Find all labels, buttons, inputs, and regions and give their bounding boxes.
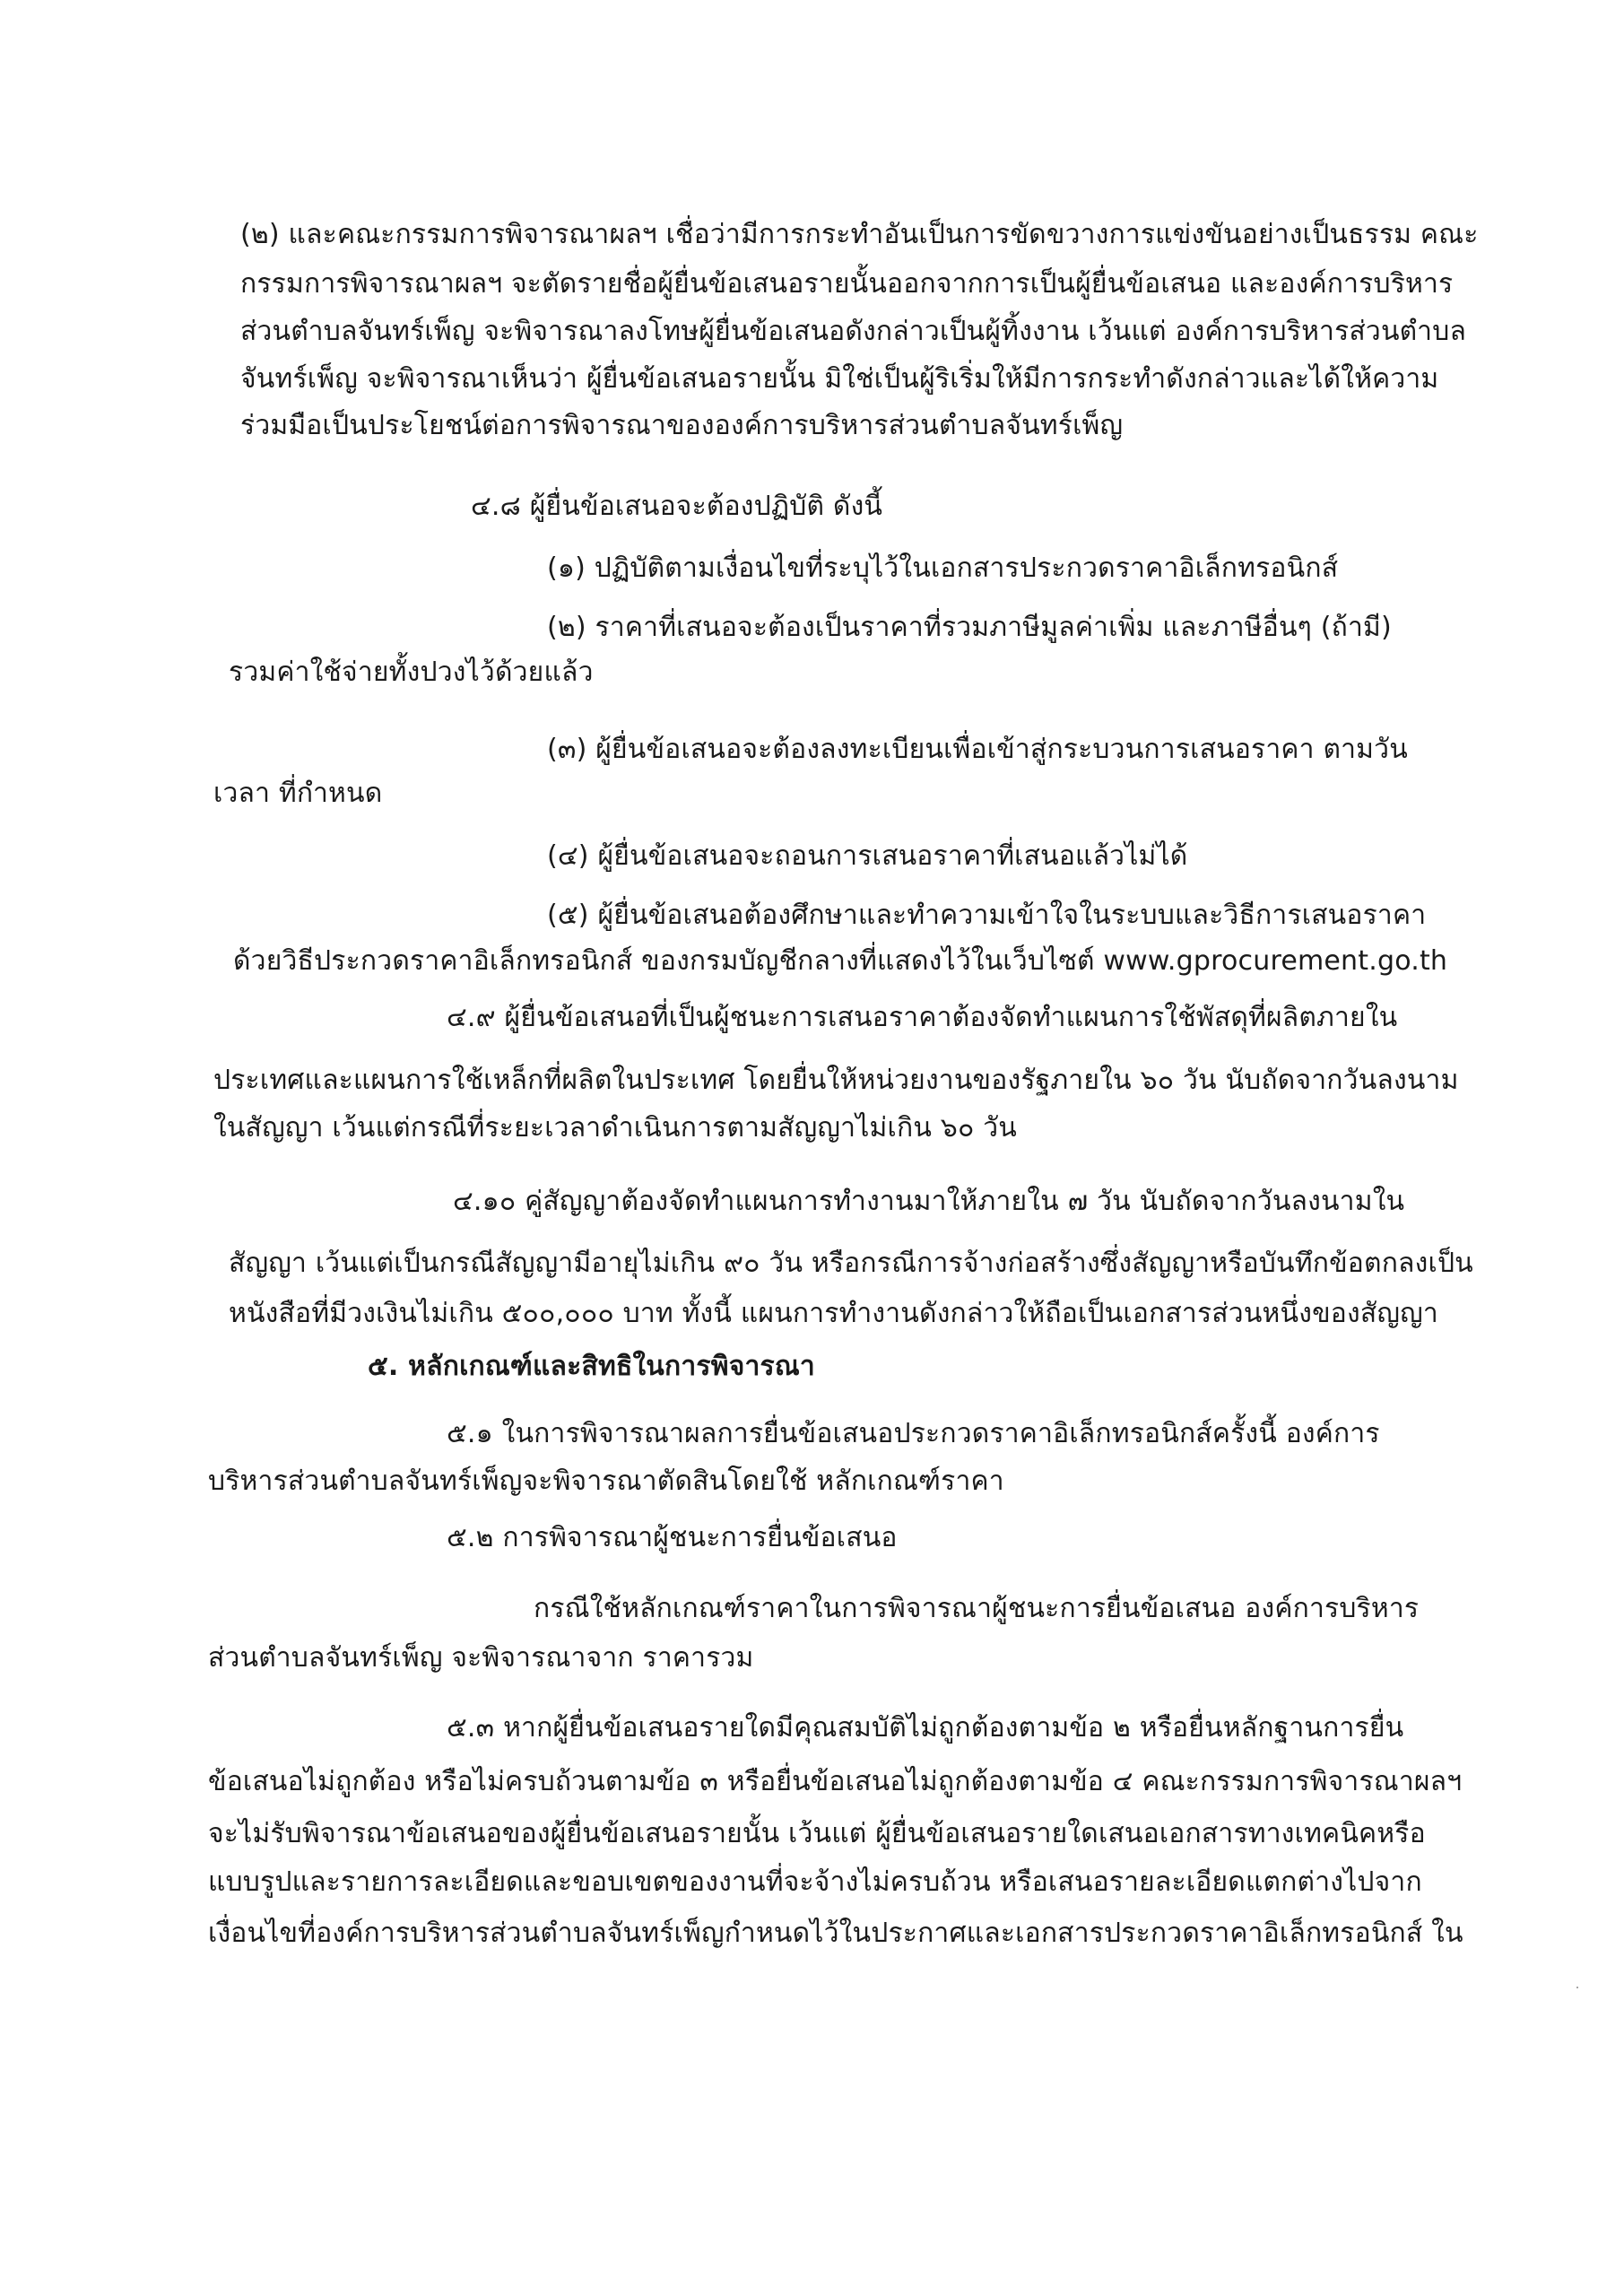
text-line: กรรมการพิจารณาผลฯ จะตัดรายชื่อผู้ยื่นข้อเสนอรายนั้นออกจากการเป็นผู้ยื่นข้อเสนอ และองค์การบริหาร: [240, 268, 1454, 300]
text-line: ข้อเสนอไม่ถูกต้อง หรือไม่ครบถ้วนตามข้อ ๓ หรือยื่นข้อเสนอไม่ถูกต้องตามข้อ ๔ คณะกรรมการพิจารณาผลฯ: [208, 1766, 1463, 1797]
text-line: เงื่อนไขที่องค์การบริหารส่วนตำบลจันทร์เพ็ญกำหนดไว้ในประกาศและเอกสารประกวดราคาอิเล็กทรอนิกส์ ใน: [208, 1918, 1463, 1949]
section-heading: ๕.๓ หากผู้ยื่นข้อเสนอรายใดมีคุณสมบัติไม่ถูกต้องตามข้อ ๒ หรือยื่นหลักฐานการยื่น: [447, 1712, 1404, 1744]
text-line: (๒) และคณะกรรมการพิจารณาผลฯ เชื่อว่ามีการกระทำอันเป็นการขัดขวางการแข่งขันอย่างเป็นธรรม คณะ: [240, 219, 1479, 250]
section-title: ๕. หลักเกณฑ์และสิทธิในการพิจารณา: [368, 1351, 815, 1382]
section-heading: ๕.๑ ในการพิจารณาผลการยื่นข้อเสนอประกวดราคาอิเล็กทรอนิกส์ครั้งนี้ องค์การ: [447, 1418, 1380, 1449]
text-line: ส่วนตำบลจันทร์เพ็ญ จะพิจารณาจาก ราคารวม: [208, 1642, 754, 1674]
list-item: (๔) ผู้ยื่นข้อเสนอจะถอนการเสนอราคาที่เสนอแล้วไม่ได้: [547, 840, 1188, 872]
text-line: เวลา ที่กำหนด: [213, 778, 383, 809]
text-line: บริหารส่วนตำบลจันทร์เพ็ญจะพิจารณาตัดสินโดยใช้ หลักเกณฑ์ราคา: [208, 1465, 1004, 1497]
text-line: กรณีใช้หลักเกณฑ์ราคาในการพิจารณาผู้ชนะการยื่นข้อเสนอ องค์การบริหาร: [534, 1593, 1420, 1624]
text-line: รวมค่าใช้จ่ายทั้งปวงไว้ด้วยแล้ว: [229, 657, 594, 688]
text-line: สัญญา เว้นแต่เป็นกรณีสัญญามีอายุไม่เกิน ๙๐ วัน หรือกรณีการจ้างก่อสร้างซึ่งสัญญาหรือบันทึกข้อตกลงเป็น: [229, 1248, 1473, 1279]
scan-speck: [1576, 1987, 1578, 1988]
section-heading: ๔.๙ ผู้ยื่นข้อเสนอที่เป็นผู้ชนะการเสนอราคาต้องจัดทำแผนการใช้พัสดุที่ผลิตภายใน: [447, 1002, 1398, 1033]
text-line: ในสัญญา เว้นแต่กรณีที่ระยะเวลาดำเนินการตามสัญญาไม่เกิน ๖๐ วัน: [213, 1112, 1018, 1144]
section-heading: ๔.๑๐ คู่สัญญาต้องจัดทำแผนการทำงานมาให้ภายใน ๗ วัน นับถัดจากวันลงนามใน: [453, 1186, 1405, 1217]
text-line: ด้วยวิธีประกวดราคาอิเล็กทรอนิกส์ ของกรมบัญชีกลางที่แสดงไว้ในเว็บไซต์ www.gprocurement.go.th: [233, 945, 1448, 977]
list-item: (๕) ผู้ยื่นข้อเสนอต้องศึกษาและทำความเข้าใจในระบบและวิธีการเสนอราคา: [547, 900, 1427, 931]
list-item: (๒) ราคาที่เสนอจะต้องเป็นราคาที่รวมภาษีมูลค่าเพิ่ม และภาษีอื่นๆ (ถ้ามี): [547, 612, 1392, 643]
text-line: จะไม่รับพิจารณาข้อเสนอของผู้ยื่นข้อเสนอรายนั้น เว้นแต่ ผู้ยื่นข้อเสนอรายใดเสนอเอกสารทางเทคนิคหรือ: [208, 1818, 1426, 1849]
text-line: หนังสือที่มีวงเงินไม่เกิน ๕๐๐,๐๐๐ บาท ทั้งนี้ แผนการทำงานดังกล่าวให้ถือเป็นเอกสารส่วนหนึ่งของสัญญา: [229, 1298, 1438, 1329]
text-line: ประเทศและแผนการใช้เหล็กที่ผลิตในประเทศ โดยยื่นให้หน่วยงานของรัฐภายใน ๖๐ วัน นับถัดจากวันลงนาม: [213, 1065, 1459, 1096]
list-item: (๓) ผู้ยื่นข้อเสนอจะต้องลงทะเบียนเพื่อเข้าสู่กระบวนการเสนอราคา ตามวัน: [547, 734, 1408, 765]
section-heading: ๔.๘ ผู้ยื่นข้อเสนอจะต้องปฏิบัติ ดังนี้: [471, 491, 883, 522]
text-line: ส่วนตำบลจันทร์เพ็ญ จะพิจารณาลงโทษผู้ยื่นข้อเสนอดังกล่าวเป็นผู้ทิ้งงาน เว้นแต่ องค์การบริหารส่วนตำบล: [240, 316, 1467, 347]
text-line: แบบรูปและรายการละเอียดและขอบเขตของงานที่จะจ้างไม่ครบถ้วน หรือเสนอรายละเอียดแตกต่างไปจาก: [208, 1866, 1422, 1898]
text-line: จันทร์เพ็ญ จะพิจารณาเห็นว่า ผู้ยื่นข้อเสนอรายนั้น มิใช่เป็นผู้ริเริ่มให้มีการกระทำดังกล่าวและได้ให้ความ: [240, 363, 1439, 395]
text-line: ร่วมมือเป็นประโยชน์ต่อการพิจารณาขององค์การบริหารส่วนตำบลจันทร์เพ็ญ: [240, 410, 1124, 441]
section-heading: ๕.๒ การพิจารณาผู้ชนะการยื่นข้อเสนอ: [447, 1522, 898, 1553]
list-item: (๑) ปฏิบัติตามเงื่อนไขที่ระบุไว้ในเอกสารประกวดราคาอิเล็กทรอนิกส์: [547, 552, 1339, 584]
